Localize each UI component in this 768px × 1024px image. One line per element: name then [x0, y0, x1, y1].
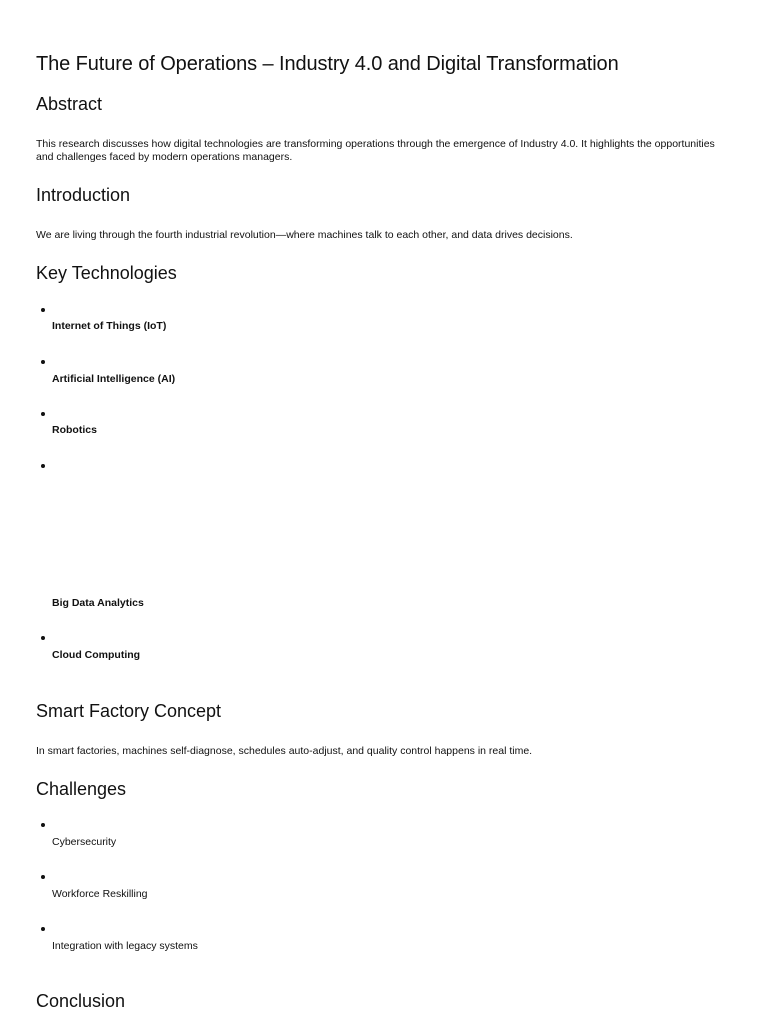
list-item-label: Big Data Analytics [52, 597, 144, 609]
list-item-label: Cloud Computing [52, 649, 141, 661]
list-item-label: Artificial Intelligence (AI) [52, 373, 176, 385]
challenges-heading: Challenges [36, 779, 127, 799]
conclusion-heading: Conclusion [36, 991, 126, 1011]
bullet-icon [41, 875, 45, 879]
list-item-label: Cybersecurity [52, 836, 117, 848]
bullet-icon [41, 308, 45, 312]
list-item-label: Workforce Reskilling [52, 888, 148, 900]
introduction-heading: Introduction [36, 185, 131, 205]
bullet-icon [41, 360, 45, 364]
bullet-icon [41, 464, 45, 468]
abstract-heading: Abstract [36, 94, 103, 114]
introduction-text: We are living through the fourth industrial revolution—where machines talk to each other, and data drives decisions. [36, 229, 573, 241]
list-item-label: Internet of Things (IoT) [52, 320, 167, 332]
bullet-icon [41, 823, 45, 827]
document-title: The Future of Operations – Industry 4.0 and Digital Transformation [36, 53, 619, 75]
bullet-icon [41, 412, 45, 416]
list-item-label: Integration with legacy systems [52, 940, 198, 952]
key-technologies-heading: Key Technologies [36, 263, 177, 283]
smart-factory-heading: Smart Factory Concept [36, 701, 222, 721]
smart-factory-text: In smart factories, machines self-diagnose, schedules auto-adjust, and quality control happens in real time. [36, 745, 533, 757]
list-item-label: Robotics [52, 424, 97, 436]
abstract-text: This research discusses how digital technologies are transforming operations through the emergence of Industry 4.0. It highlights the opportunities and challenges faced by modern operations managers. [36, 138, 715, 163]
bullet-icon [41, 636, 45, 640]
bullet-icon [41, 927, 45, 931]
